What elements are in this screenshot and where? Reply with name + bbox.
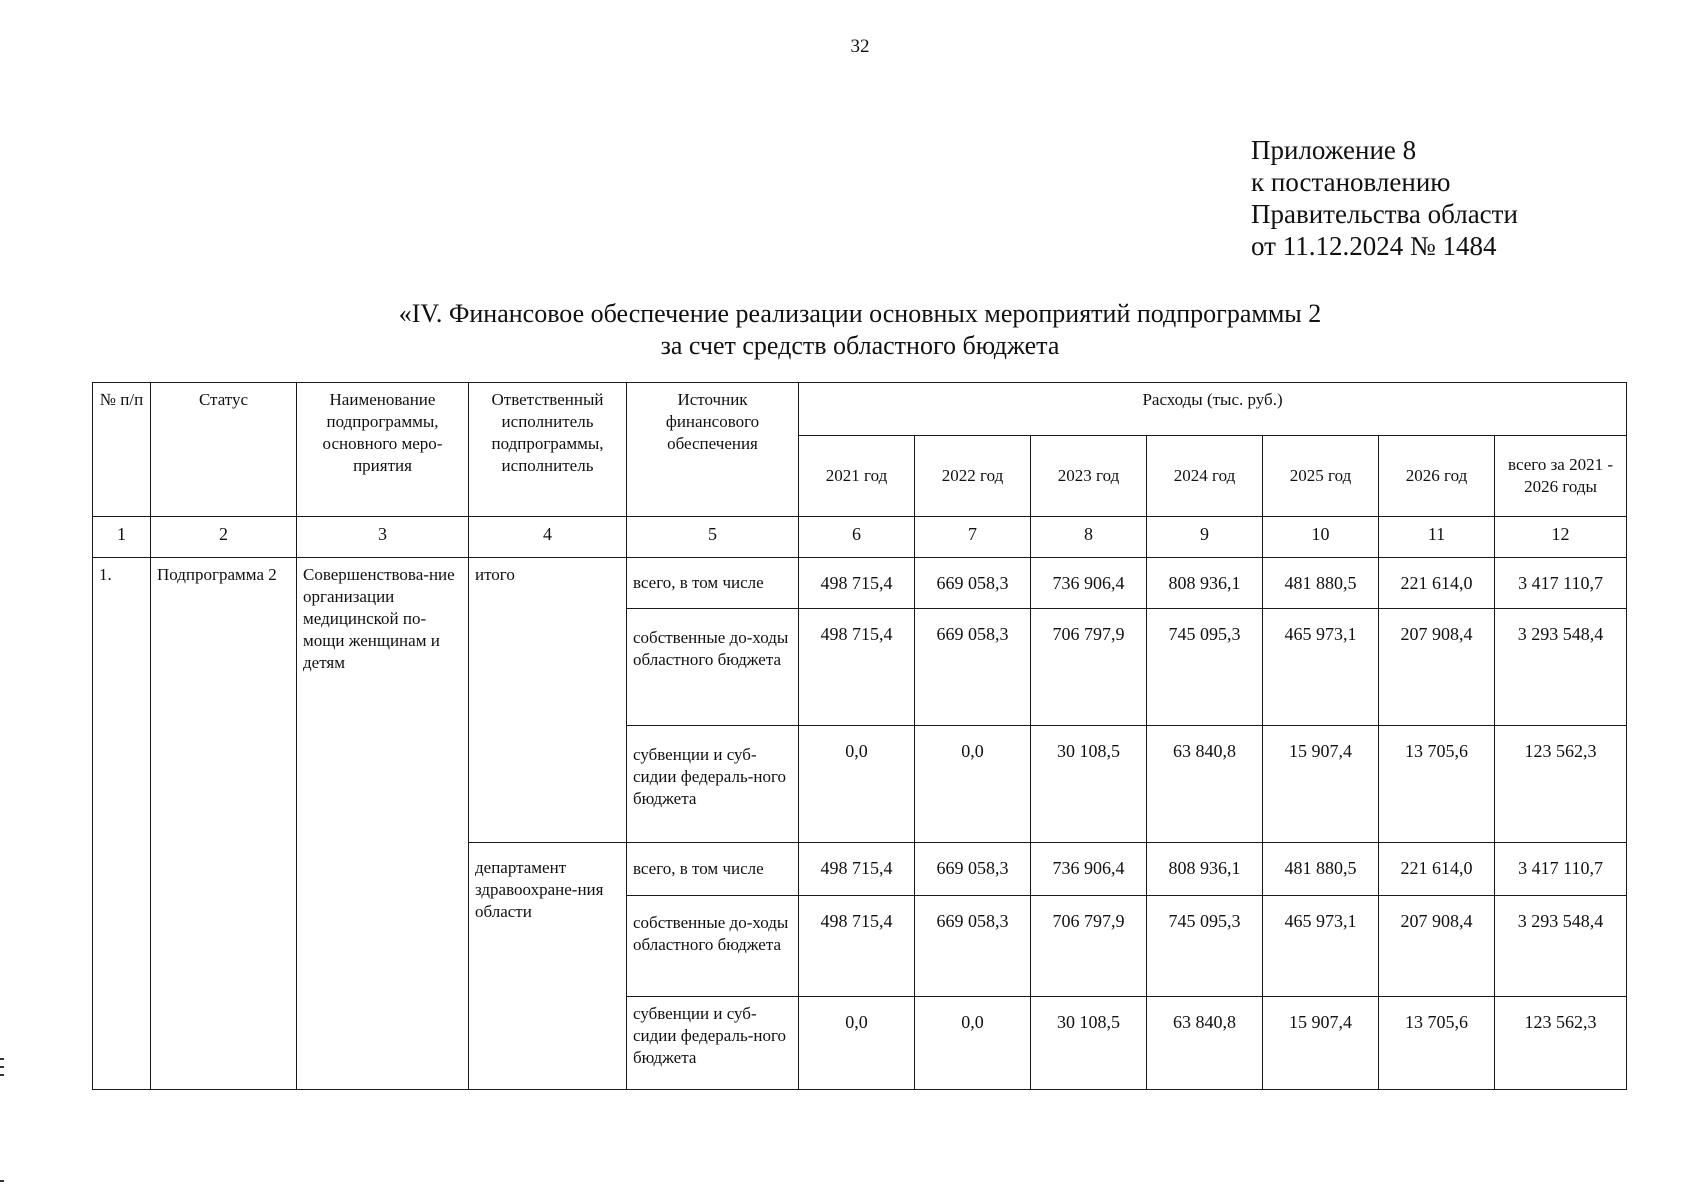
value-cell: 669 058,3 xyxy=(915,896,1031,997)
source-cell: субвенции и суб-сидии федераль-ного бюджета xyxy=(627,726,799,843)
value-cell: 63 840,8 xyxy=(1147,726,1263,843)
value-cell: 207 908,4 xyxy=(1379,896,1495,997)
value-cell: 63 840,8 xyxy=(1147,997,1263,1090)
value-cell: 481 880,5 xyxy=(1263,558,1379,609)
value-cell: 221 614,0 xyxy=(1379,843,1495,896)
value-cell: 669 058,3 xyxy=(915,609,1031,726)
value-cell: 0,0 xyxy=(799,726,915,843)
value-cell: 669 058,3 xyxy=(915,558,1031,609)
source-cell: собственные до-ходы областного бюджета xyxy=(627,896,799,997)
executor-cell: департамент здравоохране-ния области xyxy=(469,843,627,1090)
value-cell: 0,0 xyxy=(799,997,915,1090)
executor-cell: итого xyxy=(469,558,627,843)
value-cell: 736 906,4 xyxy=(1031,843,1147,896)
column-numbers-row xyxy=(93,517,1627,558)
appendix-block xyxy=(1251,134,1518,262)
scan-edge-mark xyxy=(0,1058,4,1060)
entry-number: 1. xyxy=(93,558,151,1090)
value-cell: 745 095,3 xyxy=(1147,609,1263,726)
document-title xyxy=(0,298,1697,362)
column-number: 10 xyxy=(1263,517,1379,558)
title-line-1: «IV. Финансовое обеспечение реализации основных мероприятий подпрограммы 2 xyxy=(398,299,1322,328)
header-year: 2026 год xyxy=(1379,436,1495,517)
column-number: 11 xyxy=(1379,517,1495,558)
scan-edge-mark xyxy=(0,1180,4,1182)
header-year: 2025 год xyxy=(1263,436,1379,517)
value-cell: 3 417 110,7 xyxy=(1495,558,1627,609)
value-cell: 15 907,4 xyxy=(1263,997,1379,1090)
value-cell: 498 715,4 xyxy=(799,609,915,726)
table-row xyxy=(93,558,1627,609)
value-cell: 498 715,4 xyxy=(799,558,915,609)
value-cell: 706 797,9 xyxy=(1031,609,1147,726)
value-cell: 3 293 548,4 xyxy=(1495,896,1627,997)
value-cell: 30 108,5 xyxy=(1031,997,1147,1090)
value-cell: 745 095,3 xyxy=(1147,896,1263,997)
value-cell: 465 973,1 xyxy=(1263,609,1379,726)
financing-table xyxy=(92,382,1627,1090)
column-number: 4 xyxy=(469,517,627,558)
column-number: 7 xyxy=(915,517,1031,558)
value-cell: 706 797,9 xyxy=(1031,896,1147,997)
column-number: 1 xyxy=(93,517,151,558)
header-total: всего за 2021 - 2026 годы xyxy=(1495,436,1627,517)
value-cell: 123 562,3 xyxy=(1495,726,1627,843)
header-year: 2022 год xyxy=(915,436,1031,517)
page-number: 32 xyxy=(850,36,870,57)
scan-edge-mark xyxy=(0,1066,4,1068)
value-cell: 221 614,0 xyxy=(1379,558,1495,609)
value-cell: 465 973,1 xyxy=(1263,896,1379,997)
value-cell: 498 715,4 xyxy=(799,896,915,997)
header-year: 2024 год xyxy=(1147,436,1263,517)
header-year: 2021 год xyxy=(799,436,915,517)
column-number: 8 xyxy=(1031,517,1147,558)
value-cell: 498 715,4 xyxy=(799,843,915,896)
value-cell: 0,0 xyxy=(915,726,1031,843)
value-cell: 808 936,1 xyxy=(1147,843,1263,896)
column-number: 3 xyxy=(297,517,469,558)
source-cell: всего, в том числе xyxy=(627,843,799,896)
value-cell: 3 417 110,7 xyxy=(1495,843,1627,896)
source-cell: субвенции и суб-сидии федераль-ного бюджета xyxy=(627,997,799,1090)
value-cell: 123 562,3 xyxy=(1495,997,1627,1090)
value-cell: 207 908,4 xyxy=(1379,609,1495,726)
header-executor: Ответственный исполнитель подпрограммы, исполнитель xyxy=(469,383,627,517)
appendix-line-4: от 11.12.2024 № 1484 xyxy=(1251,231,1497,261)
title-line-2: за счет средств областного бюджета xyxy=(660,331,1060,360)
entry-name: Совершенствова-ние организации медицинской по-мощи женщинам и детям xyxy=(297,558,469,1090)
value-cell: 669 058,3 xyxy=(915,843,1031,896)
appendix-line-2: к постановлению xyxy=(1251,167,1451,197)
header-expenses: Расходы (тыс. руб.) xyxy=(799,383,1627,436)
value-cell: 808 936,1 xyxy=(1147,558,1263,609)
column-number: 9 xyxy=(1147,517,1263,558)
value-cell: 481 880,5 xyxy=(1263,843,1379,896)
entry-status: Подпрограмма 2 xyxy=(151,558,297,1090)
header-num: № п/п xyxy=(93,383,151,517)
header-row-1 xyxy=(93,383,1627,436)
value-cell: 13 705,6 xyxy=(1379,726,1495,843)
header-source: Источник финансового обеспечения xyxy=(627,383,799,517)
column-number: 6 xyxy=(799,517,915,558)
value-cell: 30 108,5 xyxy=(1031,726,1147,843)
column-number: 12 xyxy=(1495,517,1627,558)
scan-edge-mark xyxy=(0,1074,4,1076)
column-number: 5 xyxy=(627,517,799,558)
appendix-line-3: Правительства области xyxy=(1251,199,1518,229)
column-number: 2 xyxy=(151,517,297,558)
header-name: Наименование подпрограммы, основного меро-приятия xyxy=(297,383,469,517)
value-cell: 0,0 xyxy=(915,997,1031,1090)
header-status: Статус xyxy=(151,383,297,517)
header-year: 2023 год xyxy=(1031,436,1147,517)
source-cell: всего, в том числе xyxy=(627,558,799,609)
appendix-line-1: Приложение 8 xyxy=(1251,135,1417,165)
value-cell: 13 705,6 xyxy=(1379,997,1495,1090)
value-cell: 3 293 548,4 xyxy=(1495,609,1627,726)
value-cell: 15 907,4 xyxy=(1263,726,1379,843)
source-cell: собственные до-ходы областного бюджета xyxy=(627,609,799,726)
value-cell: 736 906,4 xyxy=(1031,558,1147,609)
